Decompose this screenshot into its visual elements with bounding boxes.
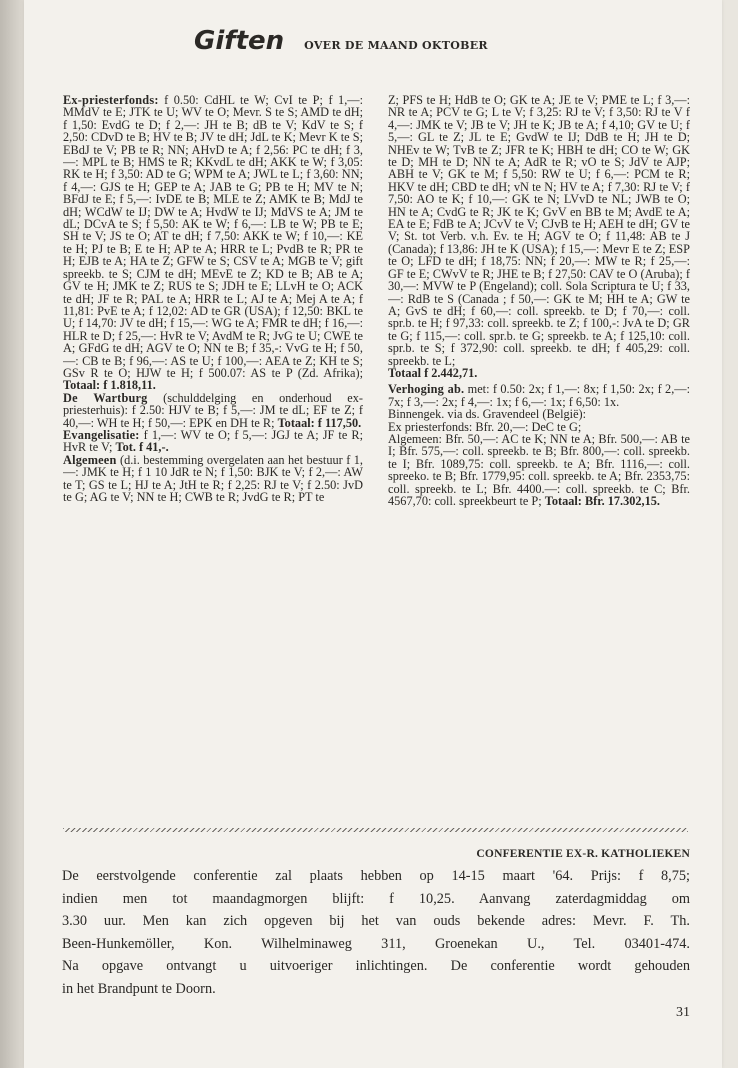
binnengekomen-text: Binnengek. via ds. Gravendeel (België): [388, 407, 587, 422]
page-number: 31 [676, 1005, 690, 1020]
fund-total: Totaal: f 1.818,11. [63, 378, 156, 393]
ex-priester-belgie-text: Ex priesterfonds: Bfr. 20,—: DeC te G; [388, 419, 582, 434]
fund-label: Evangelisatie: [63, 427, 140, 442]
fund-label: Algemeen [63, 452, 117, 467]
algemeen-continuation [388, 94, 690, 367]
conference-line: 3.30 uur. Men kan zich opgeven bij het van ouds bekende adres: Mevr. F. Th. [62, 913, 690, 929]
conference-line: in het Brandpunt te Doorn. [62, 980, 216, 997]
algemeen-belgie-text: Algemeen: Bfr. 50,—: AC te K; NN te A; Bfr. 500,—: AB te I; Bfr. 575,—: coll. spreekb. te B; Bfr. 800,—: coll. spreekb. te I; Bfr. 1089,75: coll. spreekb. te A; Bfr. 1116,—: coll. spreeko. te B; Bfr. 1779,95: coll. spreekb. te A; Bfr. 2353,75: coll. spreekb. te L; Bfr. 4400.—: coll. spreekb. te C; Bfr. 4567,70: coll. spreekbeurt te P; [388, 431, 690, 508]
fund-text: f 1,—: WV te O; f 5,—: JGJ te A; JF te R; HvR te V; [63, 427, 363, 455]
fund-entry-evangelisatie [63, 429, 363, 454]
page-header [194, 26, 714, 56]
fund-text: f 0.50: CdHL te W; CvI te P; f 1,—: MMdV te E; JTK te U; WV te O; Mevr. S te S; AMD te dH; f 1,50: EvdG te D; f 2,—: JH te B; dB te V; KdV te S; f 2,50: CDvD te B; HV te B; JV te dH; JdL te K; Mevr K te S; EBdJ te V; PB te R; NN; AHvD te A; f 2,56: PC te dH; f 3,—: MPL te B; HMS te R; KKvdL te dH; AKK te W; f 3,05: RK te H; f 3,50: AD te G; WPM te A; JWL te L; f 3,60: NN; f 4,—: GJS te H; GEP te A; JAB te G; PB te H; MV te N; BFdJ te E; f 5,—: IvDE te B; MLE te Z; AMK te B; MdJ te dH; WCdW te IJ; DW te A; HvdW te IJ; MdVS te A; JM te dL; DCvA te S; f 5,50: AK te W; f 6,—: LB te W; PB te E; SH te V; JS te O; AT te dH; f 7,50: AKK te W; f 10,—: KE te H; PJ te B; E te H; AP te A; HRR te L; PvdB te R; PR te H; EJB te A; HA te Z; GFW te S; CSV te A; MGB te V; gift spreekb. te S; CJM te dH; MEvE te Z; KD te B; AB te A; GV te H; JMK te Z; RUS te S; JDH te E; LLvH te O; ACK te dH; JF te R; PAL te A; HRR te L; AJ te A; Mej A te A; f 11,81: PvE te A; f 12,02: AD te GR (USA); f 12,50: BKL te U; f 14,70: JV te dH; f 15,—: WG te A; FMR te dH; f 16,—: HLR te D; f 25,—: HvR te V; AvdM te R; JvG te U; CWE te A; GFdG te dH; AGV te O; NN te B; f 35,-: VvG te H; f 50,—: CB te B; f 96,—: AS te U; f 100,—: AEA te Z; KH te S; GSv R te O; HJW te H; f 500.07: AS te P (Zd. Afrika); [63, 94, 363, 380]
document-page [24, 0, 722, 1068]
left-column [63, 94, 363, 814]
fund-label: Ex-priesterfonds: [63, 94, 159, 107]
verhoging-label: Verhoging ab. [388, 382, 465, 397]
fund-text: (schulddelging en onderhoud ex-priesterhuis): f 2.50: HJV te B; f 5,—: JM te dL; EF te Z; f 40,—: WH te H; f 50,—: EPK en DH te R; [63, 390, 363, 430]
decorative-wavy-divider [63, 828, 688, 832]
conference-title: CONFERENTIE EX-R. KATHOLIEKEN [476, 848, 690, 860]
book-spine-shadow [0, 0, 24, 1068]
algemeen-belgie-total: Totaal: Bfr. 17.302,15. [544, 494, 661, 508]
fund-text: (d.i. bestemming overgelaten aan het bestuur f 1,—: JMK te H; f 1 10 JdR te N; f 1,50: BJK te V; f 2,—: AW te T; GS te L; HJ te A; JtH te R; f 2,25: RJ te V; f 2.50: JvD te G; AG te V; NN te H; CWB te R; JvdG te R; PT te [63, 452, 363, 504]
verhoging-entry [388, 383, 690, 408]
page-title: Giften [194, 26, 285, 56]
conference-line: Na opgave ontvangt u uitvoeriger inlichtingen. De conferentie wordt gehouden [62, 958, 690, 974]
fund-entry-ex-priesterfonds [63, 94, 363, 392]
conference-announcement [62, 865, 690, 1000]
algemeen-belgie-entry [388, 433, 690, 507]
fund-total: Totaal: f 117,50. [277, 415, 362, 430]
fund-entry-wartburg [63, 392, 363, 429]
page-subtitle: OVER DE MAAND OKTOBER [304, 39, 488, 52]
right-column [388, 94, 690, 814]
fund-entry-algemeen [63, 454, 363, 504]
conference-line: De eerstvolgende conferentie zal plaats hebben op 14-15 maart '64. Prijs: f 8,75; [62, 868, 690, 884]
conference-line: Been-Hunkemöller, Kon. Wilhelminaweg 311, Groenekan U., Tel. 03401-474. [62, 935, 690, 952]
fund-total: Tot. f 41,-. [115, 440, 169, 455]
verhoging-text: met: f 0.50: 2x; f 1,—: 8x; f 1,50: 2x; f 2,—: 7x; f 3,—: 2x; f 4,—: 1x; f 6,—: 1x; f 6,50: 1x. [388, 382, 690, 409]
conference-line: indien men tot maandagmorgen blijft: f 10,25. Aanvang zaterdagmiddag om [62, 890, 690, 907]
algemeen-total [388, 367, 690, 379]
total-text: Totaal f 2.442,71. [388, 365, 478, 380]
continuation-text: Z; PFS te H; HdB te O; GK te A; JE te V; PME te L; f 3,—: NR te A; PCV te G; L te V; f 3,25: RJ te V; f 3,50: RJ te V f 4,—: JMK te V; JB te V; JH te K; JB te A; f 4,10; GV te U; f 5,—: GL te Z; JL te E; GvdW te IJ; DdB te H; JH te D; NHEv te W; TvB te Z; JFR te K; HBH te dH; CO te W; GK te D; MH te D; NN te A; AdR te R; vO te S; JdV te AJP; ABH te V; GK te M; f 5,50: RW te U; f 6,—: PCM te R; HKV te dH; CBD te dH; vN te N; HV te A; f 7,30: RJ te V; f 7,50: AO te K; f 10,—: GK te N; LVvD te NL; JWB te O; HN te A; CvdG te R; JK te K; GvV en BB te M; AvdE te A; EA te E; FdB te A; JCvV te V; CJvB te H; AEH te dH; GV te V; St. tot Verb. v.h. Ev. te H; AGV te O; f 11,48: AB te J (Canada); f 13,86: JH te K (USA); f 15,—: Mevr E te Z; ESP te O; LFD te dH; f 18,75: NN; f 20,—: MW te R; f 25,—: GF te E; CWvV te R; JHE te B; f 27,50: CAV te O (Aruba); f 30,—: MVW te P (Engeland); coll. Sola Scriptura te U; f 33,—: RdB te S (Canada ; f 50,—: GK te M; HH te A; GW te A; GvS te dH; f 60,—: coll. spreekb. te D; f 70,—: coll. spr.b. te H; f 97,33: coll. spreekb. te Z; f 100,-: JvA te D; GR te G; f 115,—: coll. spr.b. te G; spreekb. te A; f 125,10: coll. spr.b. te S; f 372,90: coll. spreekb. te dH; f 405,29: coll. spreekb. te L; [388, 94, 690, 368]
fund-label: De Wartburg [63, 390, 148, 405]
